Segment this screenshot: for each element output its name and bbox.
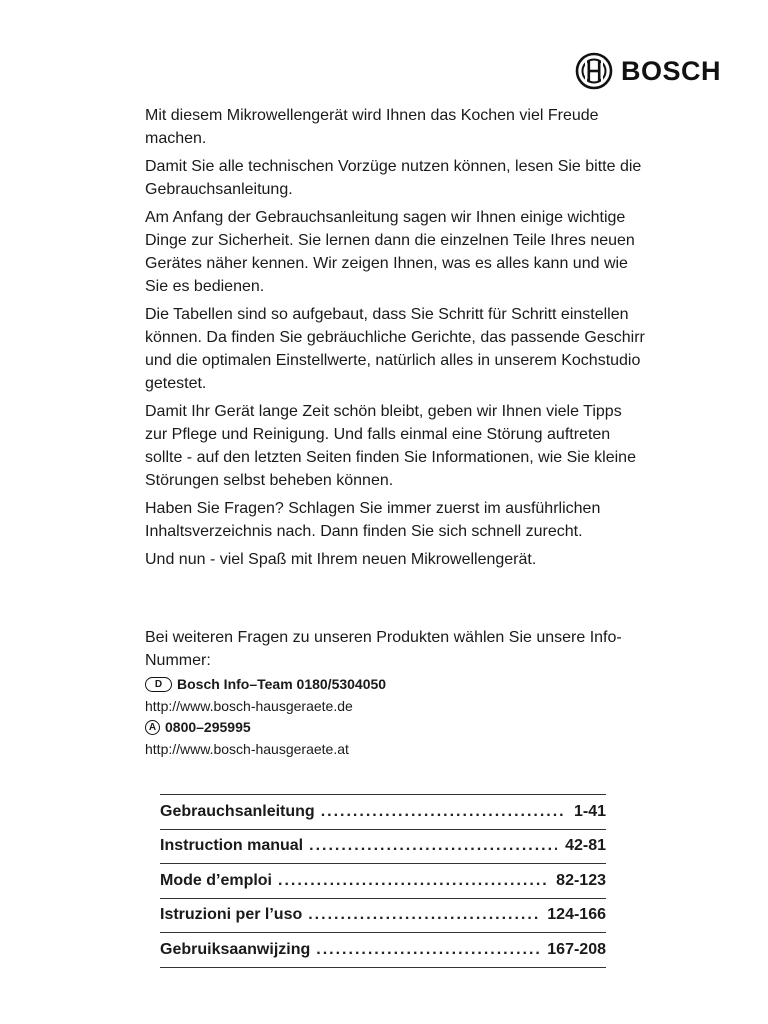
contact-germany-line	[145, 674, 645, 696]
intro-paragraph: Damit Sie alle technischen Vorzüge nutzen können, lesen Sie bitte die Gebrauchsanleitung.	[145, 158, 642, 198]
toc-leader	[309, 837, 557, 855]
germany-url-row	[145, 696, 645, 718]
germany-url-link[interactable]: http://www.bosch-hausgeraete.de	[145, 697, 353, 714]
bosch-armature-icon	[575, 52, 613, 90]
austria-url-row	[145, 739, 645, 761]
contact-lead: Bei weiteren Fragen zu unseren Produkten wählen Sie unsere Info-Nummer:	[145, 629, 622, 669]
contact-austria-line	[145, 717, 645, 739]
toc-title: Gebruiksaanwijzing	[160, 940, 311, 958]
toc-leader	[321, 803, 566, 821]
toc-title: Instruction manual	[160, 837, 304, 855]
germany-hotline: Bosch Info–Team 0180/5304050	[177, 676, 387, 692]
toc-leader	[308, 906, 539, 924]
intro-paragraph: Die Tabellen sind so aufgebaut, dass Sie Schritt für Schritt einstellen können. Da finden Sie gebräuchliche Gerichte, das passende Geschirr und die optimalen Einstellwerte, natürlich alles in unserem Kochstudio getestet.	[145, 306, 645, 392]
intro-paragraph: Und nun - viel Spaß mit Ihrem neuen Mikrowellengerät.	[145, 551, 537, 568]
table-of-contents	[160, 794, 606, 968]
intro-paragraph: Am Anfang der Gebrauchsanleitung sagen wir Ihnen einige wichtige Dinge zur Sicherheit. Sie lernen dann die einzelnen Teile Ihres neuen Gerätes näher kennen. Wir zeigen Ihnen, was es alles kann und wie Sie es bedienen.	[145, 209, 635, 295]
toc-title: Mode d’emploi	[160, 871, 272, 889]
toc-pages: 124-166	[547, 906, 606, 924]
intro-paragraph: Mit diesem Mikrowellengerät wird Ihnen das Kochen viel Freude machen.	[145, 107, 599, 147]
toc-row[interactable]	[160, 864, 606, 899]
toc-row[interactable]	[160, 899, 606, 934]
austria-hotline: 0800–295995	[165, 719, 251, 735]
country-badge-austria: A	[145, 720, 160, 735]
toc-pages: 42-81	[565, 837, 606, 855]
country-badge-germany: D	[145, 677, 172, 692]
toc-leader	[278, 872, 548, 890]
contact-info	[145, 626, 645, 760]
toc-row[interactable]	[160, 933, 606, 968]
intro-paragraph: Haben Sie Fragen? Schlagen Sie immer zuerst im ausführlichen Inhaltsverzeichnis nach. Dann finden Sie sich schnell zurecht.	[145, 500, 601, 540]
brand-name: BOSCH	[621, 55, 722, 86]
toc-pages: 1-41	[573, 802, 606, 820]
toc-title: Gebrauchsanleitung	[160, 802, 315, 820]
toc-pages: 82-123	[556, 871, 606, 889]
toc-leader	[316, 941, 539, 959]
brand-logo	[575, 52, 721, 90]
intro-paragraph: Damit Ihr Gerät lange Zeit schön bleibt, geben wir Ihnen viele Tipps zur Pflege und Reinigung. Und falls einmal eine Störung auftreten sollte - auf den letzten Seiten finden Sie Informationen, wie Sie kleine Störungen selbst beheben können.	[145, 403, 636, 489]
austria-url-link[interactable]: http://www.bosch-hausgeraete.at	[145, 740, 349, 757]
toc-row[interactable]	[160, 830, 606, 865]
toc-title: Istruzioni per l’uso	[160, 906, 303, 924]
toc-row[interactable]	[160, 795, 606, 830]
toc-pages: 167-208	[547, 940, 606, 958]
intro-text	[145, 104, 645, 576]
